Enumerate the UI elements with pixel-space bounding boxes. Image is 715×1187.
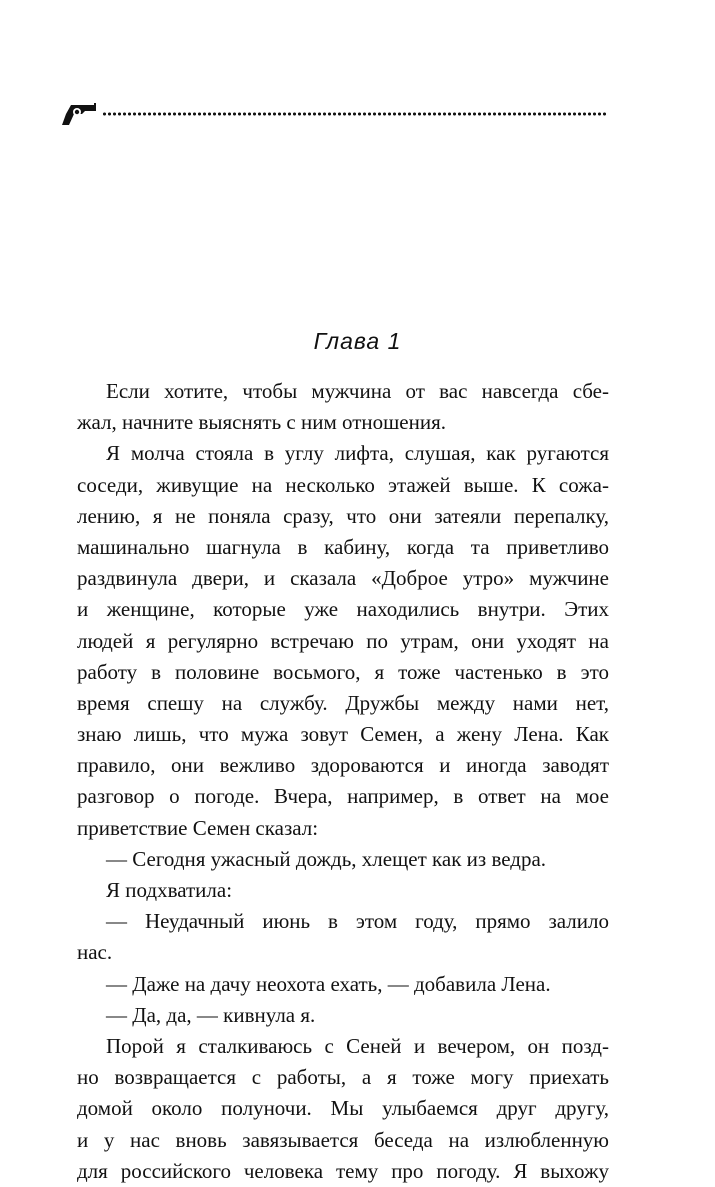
chapter-title: Глава 1 [313,328,402,354]
text-line: приветствие Семен сказал: [77,815,319,840]
revolver-icon [58,102,98,128]
text-line: Если хотите, чтобы мужчина от вас навсегда сбе- [106,379,609,403]
text-line: разговор о погоде. Вчера, например, в ответ на мое [77,784,609,809]
dotted-rule [102,112,608,116]
text-line: Я подхватила: [106,878,233,902]
dialogue-line: — Да, да, — кивнула я. [106,1002,316,1027]
text-line: знаю лишь, что мужа зовут Семен, а жену Лена. Как [77,722,609,747]
text-line: Порой я сталкиваюсь с Сеней и вечером, он позд- [106,1033,609,1058]
text-line: работу в половине восьмого, я тоже частенько в это [77,659,609,684]
text-line: лению, я не поняла сразу, что они затеяли перепалку, [77,503,609,528]
text-line: жал, начните выяснять с ним отношения. [77,410,447,435]
text-line: время спешу на службу. Дружбы между нами нет, [77,690,609,715]
text-line: раздвинула двери, и сказала «Доброе утро» мужчине [77,566,609,591]
text-line: и женщине, которые уже находились внутри. Этих [77,597,609,622]
dialogue-line: — Сегодня ужасный дождь, хлещет как из ведра. [106,846,547,871]
dialogue-line: — Даже на дачу неохота ехать, — добавила Лена. [106,971,551,996]
text-line: Я молча стояла в углу лифта, слушая, как ругаются [106,441,609,466]
text-line: но возвращается с работы, а я тоже могу приехать [77,1065,609,1090]
text-line: правило, они вежливо здороваются и иногда заводят [77,753,609,778]
header-ornament [58,100,610,130]
text-line: нас. [77,940,113,965]
text-line: для российского человека тему про погоду. Я выхожу [77,1158,609,1183]
text-line: машинально шагнула в кабину, когда та приветливо [77,534,609,559]
body-text [77,376,609,1187]
text-line: и у нас вновь завязывается беседа на излюбленную [77,1127,609,1152]
dialogue-line: — Неудачный июнь в этом году, прямо залило [106,909,609,934]
text-line: домой около полуночи. Мы улыбаемся друг другу, [77,1096,609,1121]
text-line: людей я регулярно встречаю по утрам, они уходят на [77,628,609,653]
text-line: соседи, живущие на несколько этажей выше. К сожа- [77,472,609,497]
